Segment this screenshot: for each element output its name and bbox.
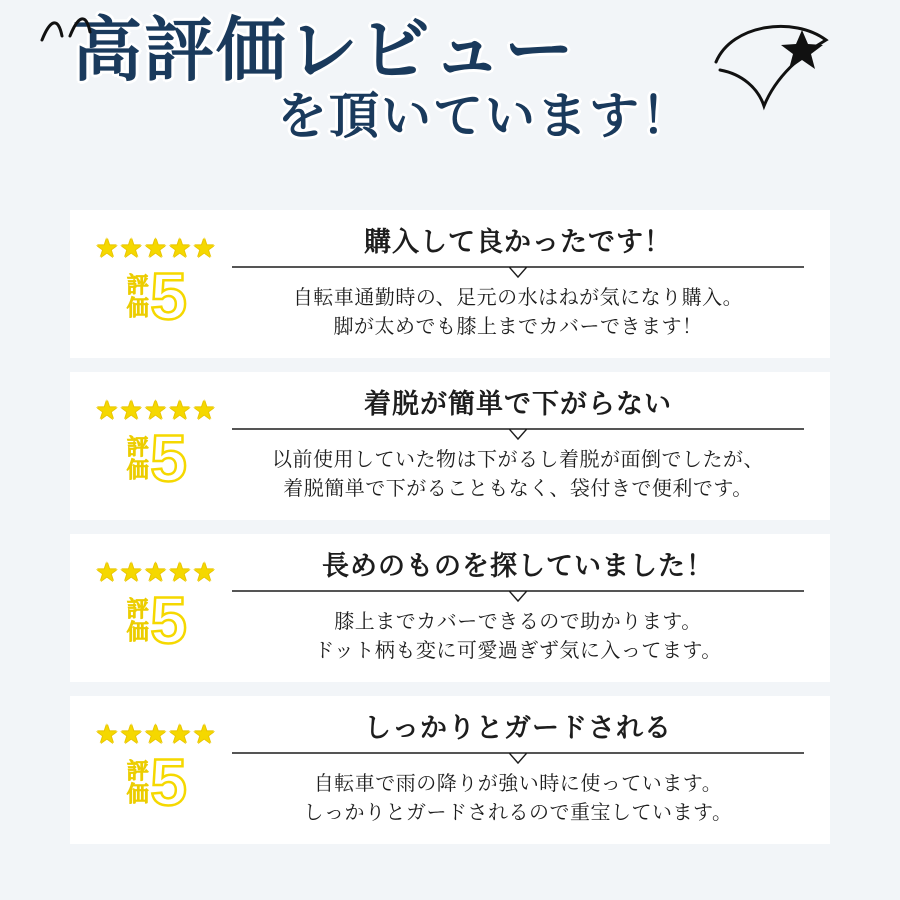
review-body-line2: 着脱簡単で下がることもなく、袋付きで便利です。: [283, 478, 753, 501]
divider-icon: [232, 264, 804, 280]
review-content: [232, 712, 812, 828]
divider-icon: [232, 426, 804, 442]
divider-icon: [232, 750, 804, 766]
review-body-line2: ドット柄も変に可愛過ぎず気に入ってます。: [314, 640, 722, 663]
rating-block: [80, 387, 232, 505]
review-title: 長めのものを探していました！: [322, 550, 714, 581]
rating-row: [80, 583, 232, 657]
star-rating-icon: ★★★★★: [95, 557, 217, 587]
star-swoosh-decoration-icon: [702, 18, 842, 128]
rating-score: 5: [150, 421, 187, 495]
rating-block: [80, 549, 232, 667]
divider-icon: [232, 588, 804, 604]
rating-score: 5: [150, 745, 187, 819]
review-title: 購入して良かったです！: [364, 226, 672, 257]
review-content: [232, 388, 812, 504]
review-card: [70, 210, 830, 358]
review-body-line1: 自転車通勤時の、足元の水はねが気になり購入。: [292, 287, 744, 310]
rating-label: 評価: [124, 273, 150, 319]
review-content: [232, 550, 812, 666]
review-card: [70, 534, 830, 682]
review-body-line1: 以前使用していた物は下がるし着脱が面倒でしたが、: [272, 449, 764, 472]
star-rating-icon: ★★★★★: [95, 719, 217, 749]
review-body-line1: 膝上までカバーできるので助かります。: [334, 611, 702, 634]
rating-row: [80, 421, 232, 495]
star-rating-icon: ★★★★★: [95, 233, 217, 263]
rating-score: 5: [150, 583, 187, 657]
sparkle-decoration-icon: [36, 6, 116, 56]
rating-row: [80, 259, 232, 333]
review-card: [70, 696, 830, 844]
review-title: しっかりとガードされる: [364, 712, 672, 743]
review-content: [232, 226, 812, 342]
rating-score: 5: [150, 259, 187, 333]
star-rating-icon: ★★★★★: [95, 395, 217, 425]
page-title-line1: 高評価レビュー: [72, 11, 576, 89]
rating-block: [80, 225, 232, 343]
page-title-line2: を頂いています！: [277, 87, 693, 144]
rating-label: 評価: [124, 597, 150, 643]
rating-label: 評価: [124, 435, 150, 481]
rating-row: [80, 745, 232, 819]
review-body-line1: 自転車で雨の降りが強い時に使っています。: [313, 773, 723, 796]
rating-block: [80, 711, 232, 829]
review-body-line2: 脚が太めでも膝上までカバーできます！: [333, 316, 703, 339]
review-card: [70, 372, 830, 520]
rating-label: 評価: [124, 759, 150, 805]
review-title: 着脱が簡単で下がらない: [364, 388, 672, 419]
review-list: [0, 210, 900, 844]
review-body-line2: しっかりとガードされるので重宝しています。: [303, 802, 733, 825]
header: [0, 0, 900, 210]
